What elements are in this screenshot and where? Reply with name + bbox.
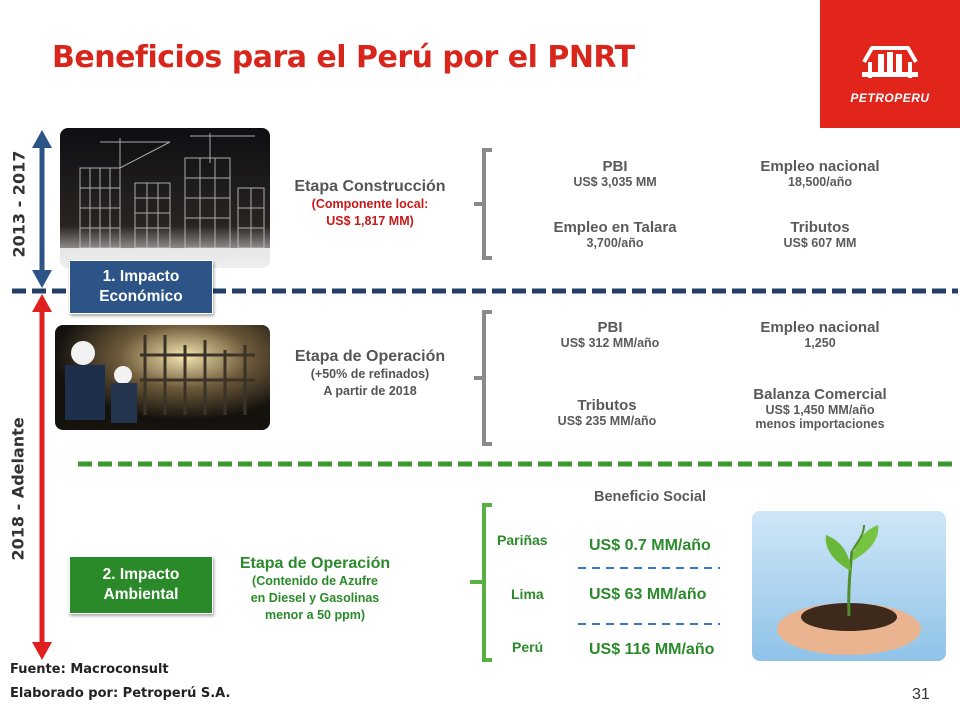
benefit-parinas: US$ 0.7 MM/año bbox=[589, 537, 711, 554]
metric-trade-balance bbox=[720, 386, 920, 431]
author-note: Elaborado por: Petroperú S.A. bbox=[10, 686, 231, 701]
metric-value: US$ 607 MM bbox=[783, 236, 857, 250]
red-period-arrow bbox=[32, 294, 52, 660]
metric-label: Tributos bbox=[790, 219, 850, 236]
metric-label: Empleo en Talara bbox=[553, 219, 677, 236]
benefit-lima: US$ 63 MM/año bbox=[589, 586, 707, 603]
metric-taxes-operation bbox=[512, 397, 702, 428]
metric-national-employment-operation bbox=[720, 319, 920, 350]
stage-subtitle: A partir de 2018 bbox=[323, 384, 417, 398]
page-number: 31 bbox=[912, 686, 930, 703]
metric-pbi-construction bbox=[520, 158, 710, 189]
period-label-2013-2017: 2013 - 2017 bbox=[9, 150, 29, 258]
metric-talara-employment bbox=[520, 219, 710, 250]
metric-value: 18,500/año bbox=[788, 175, 852, 189]
social-benefit-title: Beneficio Social bbox=[593, 489, 706, 505]
metric-label: Empleo nacional bbox=[760, 158, 880, 175]
operation-stage bbox=[270, 348, 470, 400]
stage-subtitle: US$ 1,817 MM) bbox=[326, 214, 414, 228]
source-note: Fuente: Macroconsult bbox=[10, 662, 169, 677]
metric-value-note: menos importaciones bbox=[755, 417, 885, 431]
place-peru: Perú bbox=[512, 639, 544, 655]
metric-label: Empleo nacional bbox=[760, 319, 880, 336]
operation-bracket bbox=[474, 312, 492, 444]
metric-label: Tributos bbox=[577, 397, 637, 414]
metric-value: US$ 235 MM/año bbox=[557, 414, 657, 428]
metric-taxes-construction bbox=[720, 219, 920, 250]
place-lima: Lima bbox=[511, 586, 544, 602]
metric-label: PBI bbox=[597, 319, 623, 336]
metric-value: US$ 312 MM/año bbox=[560, 336, 660, 350]
stage-title: Etapa de Operación bbox=[294, 348, 446, 365]
badge-line: Ambiental bbox=[103, 586, 179, 603]
benefit-peru: US$ 116 MM/año bbox=[589, 641, 715, 658]
environmental-stage bbox=[215, 555, 415, 624]
metric-national-employment-construction bbox=[720, 158, 920, 189]
badge-line: 1. Impacto bbox=[102, 268, 180, 285]
badge-line: 2. Impacto bbox=[102, 566, 180, 583]
metric-value: US$ 1,450 MM/año bbox=[765, 403, 875, 417]
construction-bracket bbox=[474, 150, 492, 258]
metric-value: 1,250 bbox=[804, 336, 836, 350]
metric-pbi-operation bbox=[515, 319, 705, 350]
page-title: Beneficios para el Perú por el PNRT bbox=[52, 40, 635, 75]
stage-subtitle: menor a 50 ppm) bbox=[264, 608, 366, 622]
stage-subtitle: (Componente local: bbox=[311, 197, 429, 211]
stage-subtitle: (+50% de refinados) bbox=[310, 367, 430, 381]
construction-stage bbox=[270, 178, 470, 230]
place-parinas: Pariñas bbox=[497, 532, 548, 548]
stage-title: Etapa de Operación bbox=[239, 555, 391, 572]
period-label-2018-adelante: 2018 - Adelante bbox=[8, 417, 28, 561]
environmental-impact-badge bbox=[69, 556, 213, 614]
stage-title: Etapa Construcción bbox=[294, 178, 446, 195]
logo-text: PETROPERU bbox=[850, 91, 930, 105]
metric-value: 3,700/año bbox=[586, 236, 644, 250]
social-bracket bbox=[470, 505, 492, 660]
stage-subtitle: en Diesel y Gasolinas bbox=[250, 591, 380, 605]
stage-subtitle: (Contenido de Azufre bbox=[252, 574, 378, 588]
badge-line: Económico bbox=[99, 288, 183, 305]
metric-label: PBI bbox=[602, 158, 628, 175]
metric-label: Balanza Comercial bbox=[753, 386, 887, 403]
economic-impact-badge bbox=[69, 260, 213, 314]
metric-value: US$ 3,035 MM bbox=[573, 175, 657, 189]
